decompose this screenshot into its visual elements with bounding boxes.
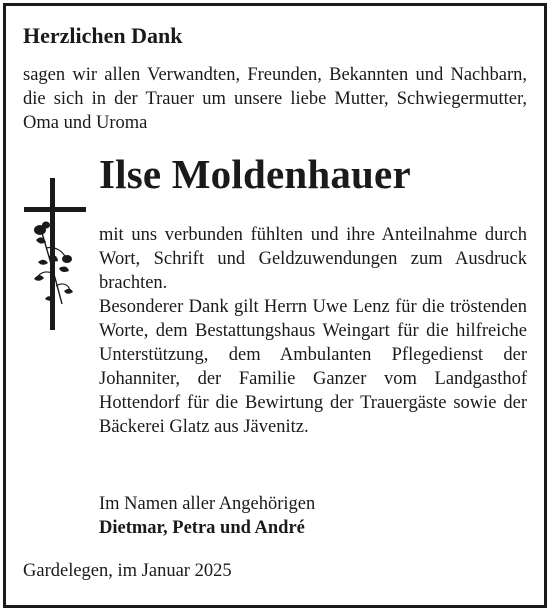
cross-with-rose-icon bbox=[24, 178, 86, 330]
special-thanks-paragraph: Besonderer Dank gilt Herrn Uwe Lenz für die tröstenden Worte, dem Bestattungshaus Weingart für die hilfreiche Unterstützung, dem Ambulanten Pflegedienst der Johanniter, der Familie Ganzer vom Landgasthof Hottendorf für die Bewirtung der Trauergäste sowie der Bäckerei Glatz aus Jävenitz. bbox=[99, 297, 527, 437]
notice-heading: Herzlichen Dank bbox=[23, 23, 183, 48]
cross-icon bbox=[24, 178, 86, 330]
place-and-date: Gardelegen, im Januar 2025 bbox=[23, 561, 232, 581]
intro-text: sagen wir allen Verwandten, Freunden, Bekannten und Nachbarn, die sich in der Trauer um unsere liebe Mutter, Schwiegermutter, Oma und Uroma bbox=[23, 65, 527, 133]
body-text bbox=[99, 223, 527, 439]
deceased-name: Ilse Moldenhauer bbox=[99, 151, 411, 197]
signature-block bbox=[99, 492, 315, 540]
thanks-paragraph: mit uns verbunden fühlten und ihre Anteilnahme durch Wort, Schrift und Geldzuwendungen zum Ausdruck brachten. bbox=[99, 225, 527, 293]
signature-names: Dietmar, Petra und André bbox=[99, 518, 305, 538]
signature-prefix: Im Namen aller Angehörigen bbox=[99, 494, 316, 514]
